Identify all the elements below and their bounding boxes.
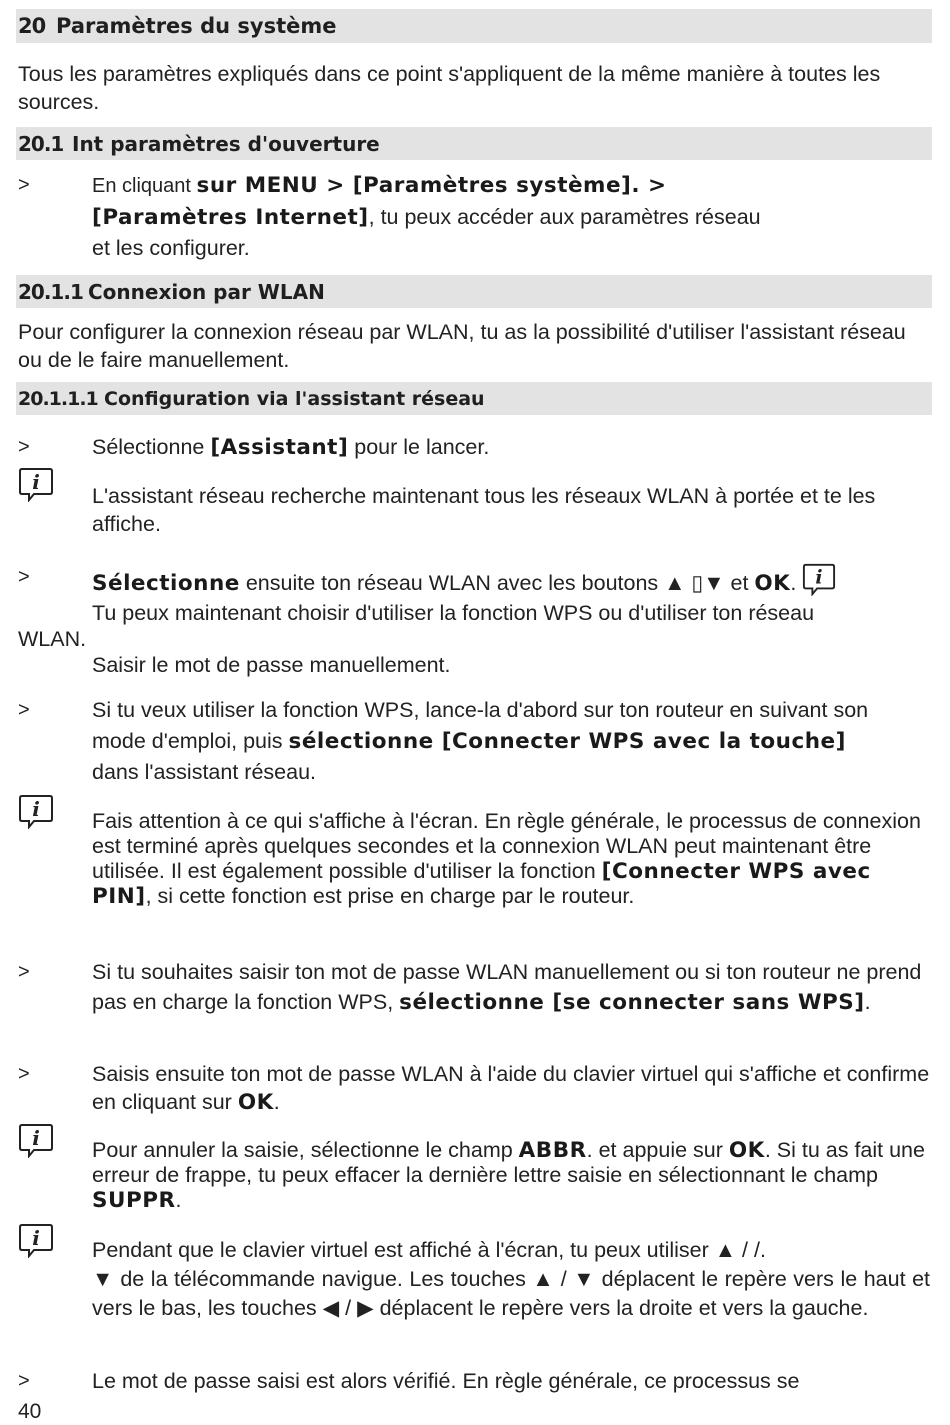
suppr-field: SUPPR [92, 1188, 176, 1213]
info-text: Pour annuler la saisie, sélectionne le champ [92, 1138, 519, 1162]
info-text: Fais attention à ce qui s'affiche à l'écran. En règle générale, le processus de connexion est terminé après quelques secondes et la connexion WLAN peut maintenant être utilisée. Il est également possible d'utiliser la fonction [92, 809, 921, 883]
section-heading-20 [16, 9, 932, 43]
step-enter-password [18, 1060, 930, 1117]
section-title: Paramètres du système [56, 14, 337, 38]
info-text: . [175, 1188, 182, 1212]
section-heading-20-1-1 [16, 275, 932, 308]
section-heading-20-1 [16, 127, 932, 160]
info-icon [18, 466, 54, 502]
step-select-network-continuation [18, 600, 930, 678]
step-wps [18, 695, 930, 788]
ok-key: OK [237, 1090, 274, 1115]
step-open-settings [18, 170, 930, 264]
info-note-4 [18, 1222, 930, 1323]
section-title: Configuration via l'assistant réseau [104, 387, 485, 410]
step-text: Sélectionne [92, 435, 211, 459]
step-text: . [273, 1090, 280, 1114]
menu-path: sur MENU > [Paramètres système]. > [Paramètres Internet] [92, 173, 667, 230]
step-password-verified [18, 1366, 930, 1396]
step-marker: > [18, 961, 30, 983]
step-text: Saisis ensuite ton mot de passe WLAN à l'aide du clavier virtuel qui s'affiche et confirme en cliquant sur [92, 1062, 930, 1114]
step-marker: > [18, 174, 30, 196]
step-text: Tu peux maintenant choisir d'utiliser la fonction WPS ou d'utiliser ton réseau [92, 601, 815, 625]
svg-text:i: i [32, 797, 40, 821]
svg-text:i: i [32, 1126, 40, 1150]
ok-key: OK [728, 1138, 765, 1163]
step-marker: > [18, 436, 30, 458]
page-number: 40 [18, 1400, 42, 1423]
info-note-1 [18, 466, 930, 536]
wps-pin-option: [Connecter WPS avec PIN] [92, 859, 871, 909]
step-text: . [864, 990, 871, 1014]
wlan-paragraph [18, 318, 930, 374]
info-icon [18, 1122, 54, 1158]
step-text: En cliquant [92, 175, 197, 197]
step-marker: > [18, 699, 30, 721]
info-text: ▼ de la télécommande navigue. Les touches ▲ / ▼ déplacent le repère vers le haut et vers le bas, les touches ◀ / ▶ déplacent le repère vers la droite et vers la gauche. [92, 1267, 930, 1320]
step-select-network [18, 562, 930, 599]
step-text: Saisir le mot de passe manuellement. [92, 653, 451, 677]
intro-paragraph [18, 60, 930, 116]
step-text: Le mot de passe saisi est alors vérifié. En règle générale, ce processus se [92, 1369, 800, 1393]
section-number: 20.1.1.1 [18, 387, 98, 410]
info-icon [18, 1222, 54, 1258]
info-text: Pendant que le clavier virtuel est affiché à l'écran, tu peux utiliser ▲ / /. [92, 1238, 766, 1262]
step-text: WLAN. [18, 627, 87, 651]
step-marker: > [18, 1370, 30, 1392]
info-text: . Si tu as fait une erreur de frappe, tu peux effacer la dernière lettre saisie en sélectionnant le champ [92, 1138, 925, 1187]
intro-text: Tous les paramètres expliqués dans ce point s'appliquent de la même manière à toutes les sources. [18, 62, 881, 114]
svg-text:i: i [815, 566, 823, 589]
assistant-option: [Assistant] [210, 435, 349, 460]
section-number: 20 [18, 14, 46, 38]
info-icon [18, 793, 54, 829]
step-text: Si tu veux utiliser la fonction WPS, lance-la d'abord sur ton routeur en suivant son mode d'emploi, puis [92, 698, 869, 753]
step-text: pour le lancer. [348, 435, 490, 459]
info-text: , si cette fonction est prise en charge par le routeur. [145, 884, 635, 908]
step-text: ensuite ton réseau WLAN avec les boutons ▲ ▯▼ et [239, 571, 755, 595]
step-select-assistant [18, 432, 930, 463]
info-note-3 [18, 1122, 930, 1213]
section-title: Connexion par WLAN [88, 279, 325, 304]
section-title: Int paramètres d'ouverture [72, 131, 380, 156]
step-manual-password [18, 957, 930, 1018]
svg-text:i: i [32, 1226, 40, 1250]
step-text: dans l'assistant réseau. [92, 760, 317, 784]
info-text: . et appuie sur [586, 1138, 729, 1162]
step-marker: > [18, 1063, 30, 1085]
svg-text:i: i [32, 470, 40, 494]
step-text: . [790, 571, 797, 595]
ok-key: OK [754, 571, 791, 596]
info-icon [802, 562, 836, 596]
section-heading-20-1-1-1 [16, 382, 932, 415]
info-text: L'assistant réseau recherche maintenant tous les réseaux WLAN à portée et te les affiche. [92, 484, 876, 536]
step-text: Si tu souhaites saisir ton mot de passe WLAN manuellement ou si ton routeur ne prend pas en charge la fonction WPS, [92, 960, 922, 1014]
abbr-field: ABBR [518, 1138, 587, 1163]
info-note-2 [18, 793, 930, 909]
no-wps-option: sélectionne [se connecter sans WPS] [399, 990, 865, 1015]
step-action: Sélectionne [92, 571, 240, 596]
wlan-text: Pour configurer la connexion réseau par WLAN, tu as la possibilité d'utiliser l'assistant réseau ou de le faire manuellement. [18, 320, 906, 372]
step-text: , tu peux accéder aux paramètres réseau et les configurer. [92, 205, 761, 260]
step-marker: > [18, 566, 30, 588]
wps-button-option: sélectionne [Connecter WPS avec la touche] [288, 729, 846, 754]
section-number: 20.1.1 [18, 279, 83, 304]
section-number: 20.1 [18, 131, 64, 156]
